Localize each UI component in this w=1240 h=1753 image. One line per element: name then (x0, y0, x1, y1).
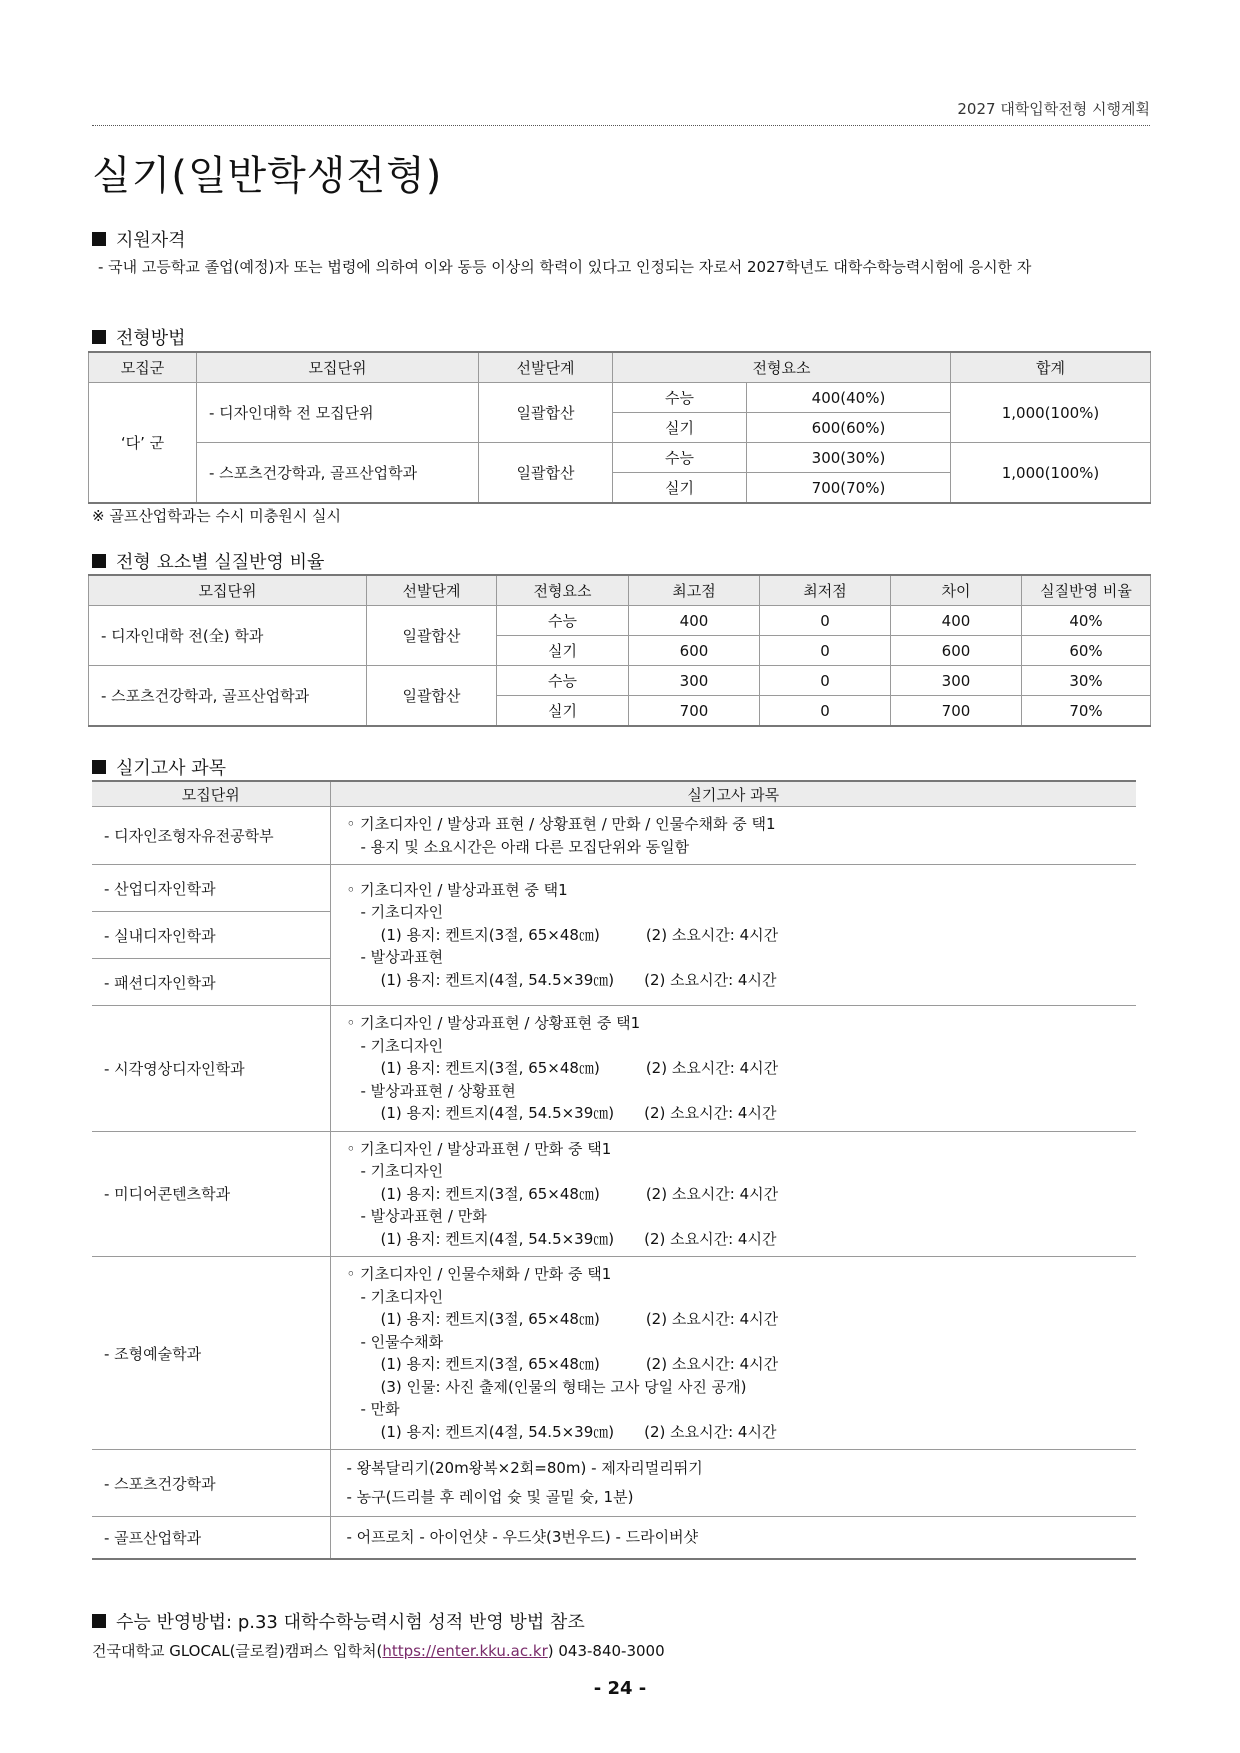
column-header: 최저점 (760, 575, 891, 606)
element-cell: 실기 (497, 696, 629, 727)
column-header: 실질반영 비율 (1022, 575, 1151, 606)
unit-cell: - 디자인조형자유전공학부 (92, 807, 330, 865)
square-bullet-icon (92, 1614, 106, 1628)
eligibility-text: - 국내 고등학교 졸업(예정)자 또는 법령에 의하여 이와 동등 이상의 학력이 있다고 인정되는 자로서 2027학년도 대학수학능력시험에 응시한 자 (98, 258, 1032, 276)
unit-cell: - 패션디자인학과 (92, 959, 330, 1006)
element-cell: 실기 (497, 636, 629, 666)
group-cell: ‘다’ 군 (89, 383, 197, 504)
table-row (92, 865, 1136, 912)
element-cell: 수능 (497, 666, 629, 696)
stage-cell: 일괄합산 (479, 443, 613, 504)
unit-cell: - 디자인대학 전(全) 학과 (89, 606, 367, 666)
min-cell: 0 (760, 696, 891, 727)
min-cell: 0 (760, 666, 891, 696)
column-header: 차이 (891, 575, 1022, 606)
unit-cell: - 산업디자인학과 (92, 865, 330, 912)
table-row (92, 1257, 1136, 1450)
ratio-cell: 30% (1022, 666, 1151, 696)
table-row (92, 1131, 1136, 1257)
subject-cell: - 어프로치 - 아이언샷 - 우드샷(3번우드) - 드라이버샷 (330, 1517, 1136, 1560)
stage-cell: 일괄합산 (367, 606, 497, 666)
table-row (92, 1517, 1136, 1560)
table-row (89, 443, 1151, 473)
page-title: 실기(일반학생전형) (92, 153, 443, 199)
table-row (92, 1006, 1136, 1132)
column-header: 실기고사 과목 (330, 781, 1136, 807)
square-bullet-icon (92, 330, 106, 344)
total-cell: 1,000(100%) (951, 383, 1151, 443)
subject-cell: - 왕복달리기(20m왕복×2회=80m) - 제자리멀리뛰기 - 농구(드리블 후 레이업 슛 및 골밑 슛, 1분) (330, 1450, 1136, 1517)
element-cell: 수능 (497, 606, 629, 636)
score-cell: 400(40%) (747, 383, 951, 413)
section-heading-method: 전형방법 (92, 324, 186, 350)
diff-cell: 600 (891, 636, 1022, 666)
square-bullet-icon (92, 760, 106, 774)
page-number: - 24 - (593, 1678, 647, 1699)
section-heading-subjects: 실기고사 과목 (92, 754, 226, 780)
element-cell: 수능 (613, 383, 747, 413)
diff-cell: 400 (891, 606, 1022, 636)
table-row (89, 383, 1151, 413)
table-header-row (89, 575, 1151, 606)
min-cell: 0 (760, 606, 891, 636)
contact-line: 건국대학교 GLOCAL(글로컬)캠퍼스 입학처(https://enter.kku.ac.kr) 043-840-3000 (92, 1642, 665, 1660)
method-note: ※ 골프산업학과는 수시 미충원시 실시 (92, 507, 341, 525)
column-header: 선발단계 (479, 352, 613, 383)
unit-cell: - 조형예술학과 (92, 1257, 330, 1450)
stage-cell: 일괄합산 (479, 383, 613, 443)
table-header-row (89, 352, 1151, 383)
subject-cell: ◦ 기초디자인 / 발상과표현 / 만화 중 택1 - 기초디자인 (1) 용지: 켄트지(3절, 65×48㎝) (2) 소요시간: 4시간 - 발상과표현 / 만화 (1) 용지: 켄트지(4절, 54.5×39㎝) (2) 소요시간: 4시간 (330, 1131, 1136, 1257)
element-cell: 실기 (613, 473, 747, 504)
square-bullet-icon (92, 232, 106, 246)
table-header-row (92, 781, 1136, 807)
table-row (89, 606, 1151, 636)
score-cell: 700(70%) (747, 473, 951, 504)
unit-cell: - 실내디자인학과 (92, 912, 330, 959)
column-header: 모집단위 (197, 352, 479, 383)
admissions-link[interactable]: https://enter.kku.ac.kr (382, 1642, 548, 1660)
ratio-cell: 70% (1022, 696, 1151, 727)
column-header: 모집군 (89, 352, 197, 383)
section-heading-eligibility: 지원자격 (92, 226, 186, 252)
max-cell: 600 (629, 636, 760, 666)
unit-cell: - 스포츠건강학과, 골프산업학과 (197, 443, 479, 504)
table-row (89, 666, 1151, 696)
unit-cell: - 스포츠건강학과, 골프산업학과 (89, 666, 367, 727)
unit-cell: - 시각영상디자인학과 (92, 1006, 330, 1132)
unit-cell: - 스포츠건강학과 (92, 1450, 330, 1517)
column-header: 모집단위 (89, 575, 367, 606)
max-cell: 300 (629, 666, 760, 696)
element-cell: 실기 (613, 413, 747, 443)
table-row (92, 1450, 1136, 1517)
column-header: 전형요소 (497, 575, 629, 606)
unit-cell: - 골프산업학과 (92, 1517, 330, 1560)
subject-cell: ◦ 기초디자인 / 발상과표현 / 상황표현 중 택1 - 기초디자인 (1) 용지: 켄트지(3절, 65×48㎝) (2) 소요시간: 4시간 - 발상과표현 / 상황표현 (1) 용지: 켄트지(4절, 54.5×39㎝) (2) 소요시간: 4시간 (330, 1006, 1136, 1132)
subject-cell: ◦ 기초디자인 / 발상과 표현 / 상황표현 / 만화 / 인물수채화 중 택1 - 용지 및 소요시간은 아래 다른 모집단위와 동일함 (330, 807, 1136, 865)
max-cell: 400 (629, 606, 760, 636)
column-header: 합계 (951, 352, 1151, 383)
ratio-table (88, 574, 1151, 727)
section-heading-ratio: 전형 요소별 실질반영 비율 (92, 548, 324, 574)
running-header: 2027 대학입학전형 시행계획 (92, 98, 1150, 126)
diff-cell: 700 (891, 696, 1022, 727)
unit-cell: - 미디어콘텐츠학과 (92, 1131, 330, 1257)
method-table (88, 351, 1151, 504)
element-cell: 수능 (613, 443, 747, 473)
subjects-table (92, 780, 1136, 1560)
column-header: 모집단위 (92, 781, 330, 807)
min-cell: 0 (760, 636, 891, 666)
column-header: 전형요소 (613, 352, 951, 383)
column-header: 선발단계 (367, 575, 497, 606)
total-cell: 1,000(100%) (951, 443, 1151, 504)
table-row (92, 807, 1136, 865)
column-header: 최고점 (629, 575, 760, 606)
ratio-cell: 60% (1022, 636, 1151, 666)
square-bullet-icon (92, 554, 106, 568)
unit-cell: - 디자인대학 전 모집단위 (197, 383, 479, 443)
subject-cell: ◦ 기초디자인 / 인물수채화 / 만화 중 택1 - 기초디자인 (1) 용지: 켄트지(3절, 65×48㎝) (2) 소요시간: 4시간 - 인물수채화 (1) 용지: 켄트지(3절, 65×48㎝) (2) 소요시간: 4시간 (3) 인물: 사진 출제(인물의 형태는 고사 당일 사진 공개) - 만화 (1) 용지: 켄트지(4절, 54.5×39㎝) (2) 소요시간: 4시간 (330, 1257, 1136, 1450)
diff-cell: 300 (891, 666, 1022, 696)
ratio-cell: 40% (1022, 606, 1151, 636)
subject-cell: ◦ 기초디자인 / 발상과표현 중 택1 - 기초디자인 (1) 용지: 켄트지(3절, 65×48㎝) (2) 소요시간: 4시간 - 발상과표현 (1) 용지: 켄트지(4절, 54.5×39㎝) (2) 소요시간: 4시간 (330, 865, 1136, 1006)
max-cell: 700 (629, 696, 760, 727)
stage-cell: 일괄합산 (367, 666, 497, 727)
section-heading-csat: 수능 반영방법: p.33 대학수학능력시험 성적 반영 방법 참조 (92, 1608, 585, 1634)
score-cell: 600(60%) (747, 413, 951, 443)
score-cell: 300(30%) (747, 443, 951, 473)
